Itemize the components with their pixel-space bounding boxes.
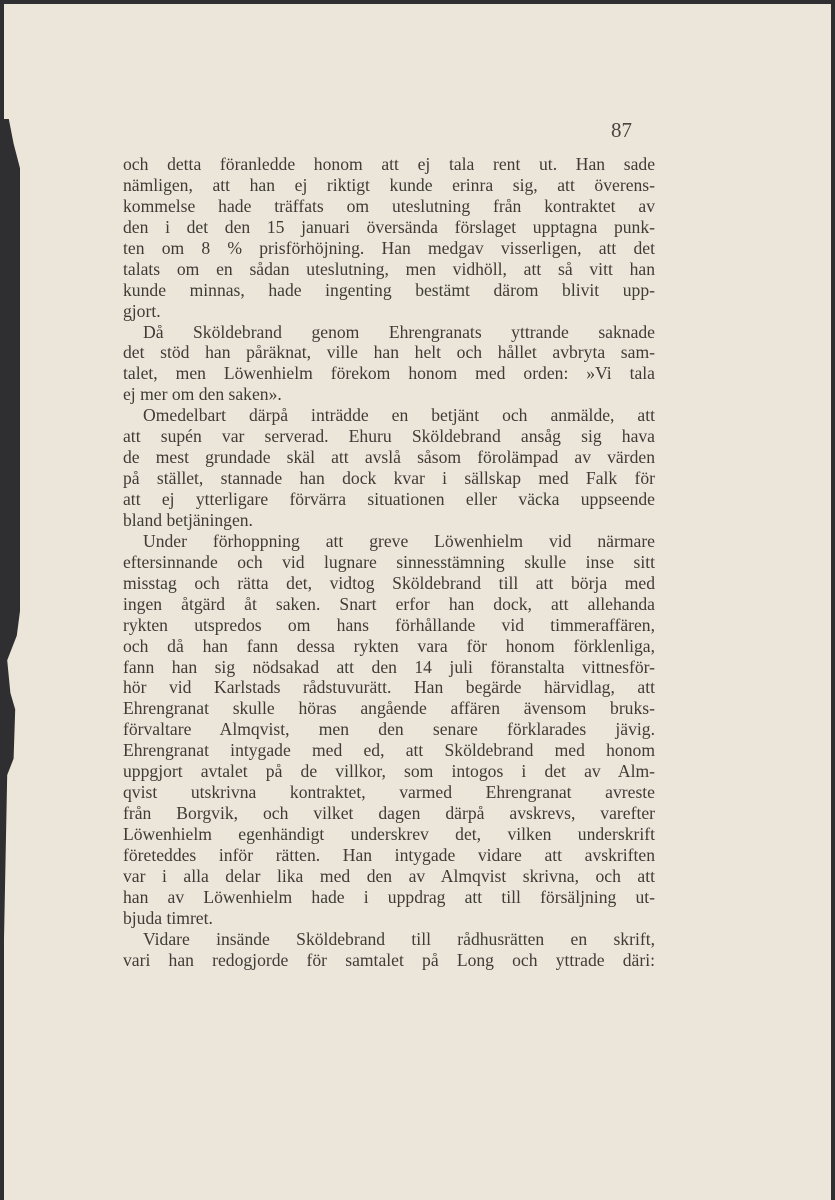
- text-line: från Borgvik, och vilket dagen därpå avskrevs, varefter: [123, 803, 655, 824]
- text-line: fann han sig nödsakad att den 14 juli föranstalta vittnesför-: [123, 656, 655, 677]
- book-page: [4, 4, 831, 1200]
- text-line: gjort.: [123, 300, 161, 321]
- text-line: talats om en sådan uteslutning, men vidhöll, att så vitt han: [123, 258, 655, 279]
- text-line: ingen åtgärd åt saken. Snart erfor han dock, att allehanda: [123, 593, 655, 614]
- text-line: bland betjäningen.: [123, 509, 253, 530]
- text-line: Vidare insände Sköldebrand till rådhusrätten en skrift,: [143, 928, 655, 949]
- text-line: var i alla delar lika med den av Almqvist skrivna, och att: [123, 865, 655, 886]
- body-text: [123, 154, 655, 971]
- page-number: 87: [611, 118, 632, 142]
- text-line: Omedelbart därpå inträdde en betjänt och anmälde, att: [143, 405, 655, 426]
- text-line: och då han fann dessa rykten vara för honom förklenliga,: [123, 635, 655, 656]
- text-line: han av Löwenhielm hade i uppdrag att till försäljning ut-: [123, 886, 655, 907]
- text-line: det stöd han påräknat, ville han helt och hållet avbryta sam-: [123, 342, 655, 363]
- text-line: nämligen, att han ej riktigt kunde erinra sig, att överens-: [123, 174, 655, 195]
- text-line: Då Sköldebrand genom Ehrengranats yttrande saknade: [143, 321, 655, 342]
- text-line: att ej ytterligare förvärra situationen eller väcka uppseende: [123, 489, 655, 509]
- text-line: ej mer om den saken».: [123, 384, 282, 405]
- text-line: företeddes inför rätten. Han intygade vidare att avskriften: [123, 844, 655, 865]
- text-line: uppgjort avtalet på de villkor, som intogos i det av Alm-: [123, 761, 655, 782]
- text-line: de mest grundade skäl att avslå såsom förolämpad av värden: [123, 447, 655, 468]
- text-line: hör vid Karlstads rådstuvurätt. Han begärde härvidlag, att: [123, 677, 655, 698]
- text-line: Löwenhielm egenhändigt underskrev det, vilken underskrift: [123, 824, 655, 844]
- text-line: att supén var serverad. Ehuru Sköldebrand ansåg sig hava: [123, 426, 655, 447]
- text-line: bjuda timret.: [123, 907, 213, 928]
- text-line: ten om 8 % prisförhöjning. Han medgav visserligen, att det: [123, 237, 655, 258]
- text-line: talet, men Löwenhielm förekom honom med orden: »Vi tala: [123, 363, 655, 384]
- text-line: Ehrengranat skulle höras angående affären ävensom bruks-: [123, 698, 655, 719]
- text-line: förvaltare Almqvist, men den senare förklarades jävig.: [123, 719, 655, 740]
- text-line: vari han redogjorde för samtalet på Long och yttrade däri:: [123, 949, 655, 970]
- text-line: Ehrengranat intygade med ed, att Sköldebrand med honom: [123, 740, 655, 761]
- text-line: på stället, stannade han dock kvar i sällskap med Falk för: [123, 468, 655, 489]
- text-line: kommelse hade träffats om uteslutning från kontraktet av: [123, 195, 655, 216]
- text-line: kunde minnas, hade ingenting bestämt därom blivit upp-: [123, 279, 655, 300]
- binding-shadow: [4, 119, 20, 939]
- text-line: rykten utspredos om hans förhållande vid timmeraffären,: [123, 614, 655, 635]
- text-line: den i det den 15 januari översända förslaget upptagna punk-: [123, 216, 655, 237]
- text-line: eftersinnande och vid lugnare sinnesstämning skulle inse sitt: [123, 551, 655, 572]
- text-line: qvist utskrivna kontraktet, varmed Ehrengranat avreste: [123, 782, 655, 803]
- text-line: Under förhoppning att greve Löwenhielm vid närmare: [143, 530, 655, 551]
- text-line: och detta föranledde honom att ej tala rent ut. Han sade: [123, 154, 655, 174]
- text-line: misstag och rätta det, vidtog Sköldebrand till att börja med: [123, 572, 655, 593]
